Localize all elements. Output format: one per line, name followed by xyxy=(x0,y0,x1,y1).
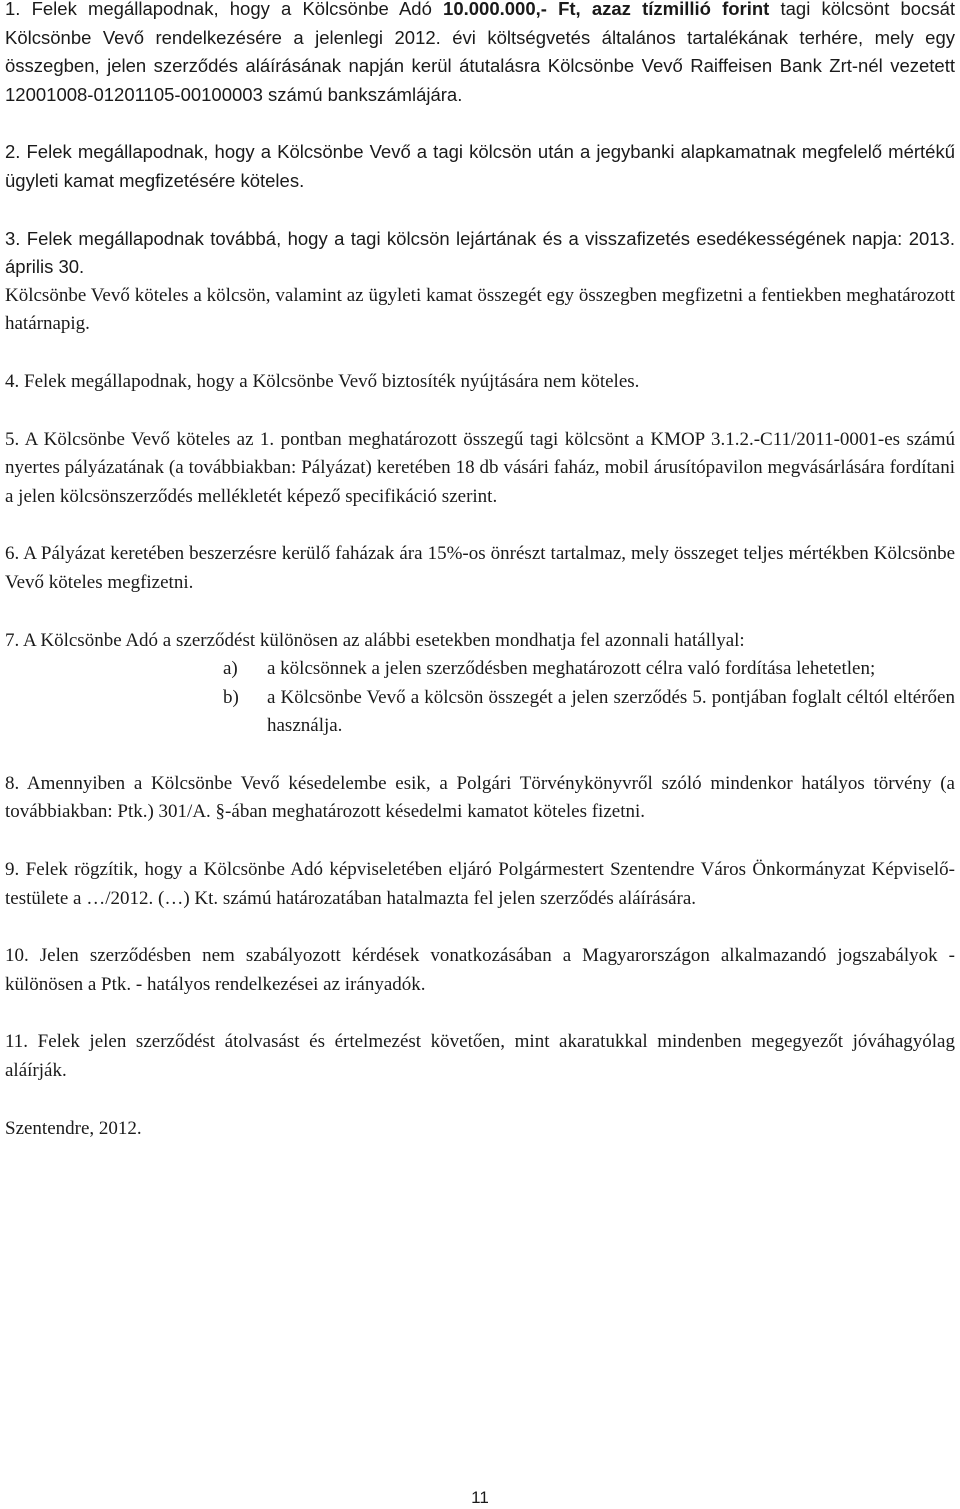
clause-9: 9. Felek rögzítik, hogy a Kölcsönbe Adó képviseletében eljáró Polgármestert Szentendre Város Önkormányzat Képviselő-testülete a …/2012. (…) Kt. számú határozatában hatalmazta fel jelen szerződés aláírására. xyxy=(5,859,955,909)
clause-3: 3. Felek megállapodnak továbbá, hogy a tagi kölcsön lejártának és a visszafizetés esedékességének napja: 2013. április 30. xyxy=(5,227,955,278)
document-page xyxy=(5,0,955,1143)
clause-4: 4. Felek megállapodnak, hogy a Kölcsönbe Vevő biztosíték nyújtására nem köteles. xyxy=(5,370,640,392)
list-item xyxy=(5,684,955,741)
list-marker: a) xyxy=(223,658,238,680)
clause-8: 8. Amennyiben a Kölcsönbe Vevő késedelembe esik, a Polgári Törvénykönyvről szóló mindenkor hatályos törvény (a továbbiakban: Ptk.) 301/A. §-ában meghatározott késedelmi kamatot köteles fizetni. xyxy=(5,772,955,823)
clause-11: 11. Felek jelen szerződést átolvasást és értelmezést követően, mint akaratukkal mindenben megegyezőt jóváhagyólag aláírják. xyxy=(5,1031,955,1082)
clause-3-continuation: Kölcsönbe Vevő köteles a kölcsön, valamint az ügyleti kamat összegét egy összegben megfizetni a fentiekben meghatározott határnapig. xyxy=(5,284,955,335)
place-and-date: Szentendre, 2012. xyxy=(5,1117,142,1139)
list-marker: b) xyxy=(223,686,239,708)
loan-amount: 10.000.000,- Ft, azaz tízmillió forint xyxy=(443,0,770,19)
list-item-text: a Kölcsönbe Vevő a kölcsön összegét a jelen szerződés 5. pontjában foglalt céltól eltérően használja. xyxy=(267,686,955,737)
clause-1-text-a: 1. Felek megállapodnak, hogy a Kölcsönbe Adó xyxy=(5,0,444,19)
clause-5: 5. A Kölcsönbe Vevő köteles az 1. pontban meghatározott összegű tagi kölcsönt a KMOP 3.1.2.-C11/2011-0001-es számú nyertes pályázatának (a továbbiakban: Pályázat) keretében 18 db vásári faház, mobil árusítópavilon megvásárlására fordítani a jelen kölcsönszerződés mellékletét képező specifikáció szerint. xyxy=(5,428,955,507)
clause-1-text-b: tagi kölcsönt bocsát Kölcsönbe Vevő rendelkezésére a jelenlegi 2012. évi költségvetés általános tartalékának terhére, mely egy összegben, jelen szerződés aláírásának napján kerül átutalásra Kölcsönbe Vevő Raiffeisen Bank Zrt-nél vezetett 12001008-01201105-00100003 számú bankszámlájára. xyxy=(5,0,955,105)
clause-2: 2. Felek megállapodnak, hogy a Kölcsönbe Vevő a tagi kölcsön után a jegybanki alapkamatnak megfelelő mértékű ügyleti kamat megfizetésére köteles. xyxy=(5,141,955,191)
clause-1 xyxy=(5,0,955,109)
clause-6: 6. A Pályázat keretében beszerzésre kerülő faházak ára 15%-os önrészt tartalmaz, mely összeget teljes mértékben Kölcsönbe Vevő köteles megfizetni. xyxy=(5,543,955,593)
list-item-text: a kölcsönnek a jelen szerződésben meghatározott célra való fordítása lehetetlen; xyxy=(267,658,876,680)
page-number: 11 xyxy=(471,1488,489,1507)
list-item xyxy=(5,655,955,684)
clause-10: 10. Jelen szerződésben nem szabályozott kérdések vonatkozásában a Magyarországon alkalmazandó jogszabályok - különösen a Ptk. - hatályos rendelkezései az irányadók. xyxy=(5,945,955,995)
clause-7-list xyxy=(5,655,955,741)
clause-7: 7. A Kölcsönbe Adó a szerződést különösen az alábbi esetekben mondhatja fel azonnali hatállyal: xyxy=(5,629,745,651)
